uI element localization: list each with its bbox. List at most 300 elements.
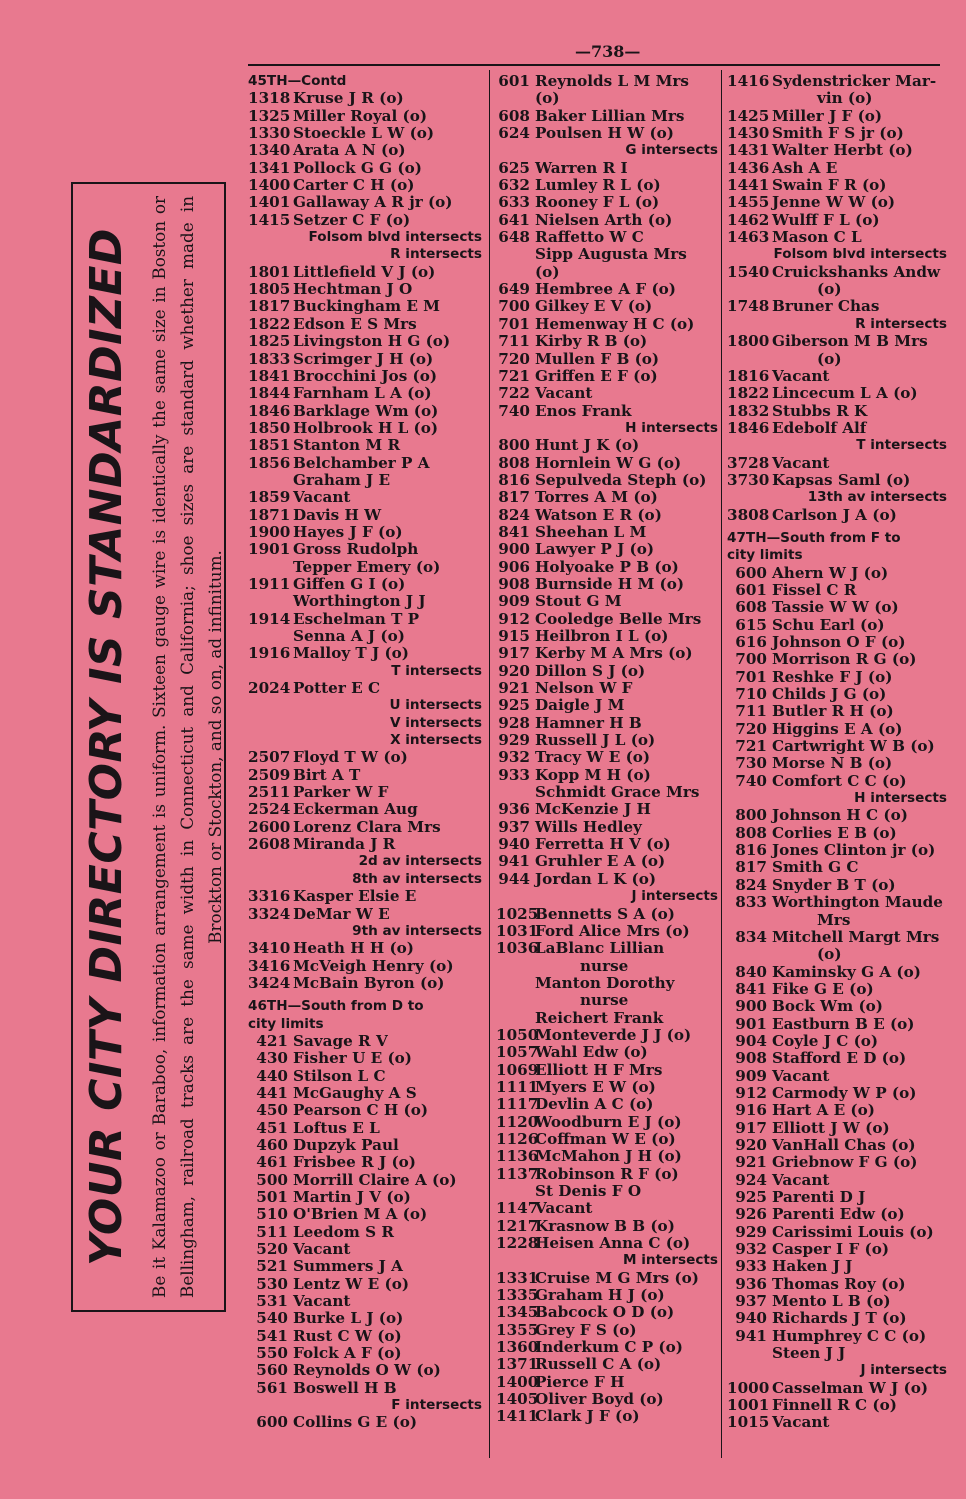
resident-name: Vacant — [293, 1292, 351, 1311]
house-number: 824 — [498, 505, 530, 524]
directory-entry — [727, 194, 947, 211]
resident-name: Robinson R F (o) — [535, 1164, 679, 1183]
resident-name: (o) — [535, 262, 560, 281]
house-number: 1832 — [727, 401, 770, 420]
house-number: 1463 — [727, 228, 770, 247]
directory-entry — [248, 1362, 482, 1379]
house-number: 932 — [735, 1240, 767, 1259]
house-number: 1425 — [727, 106, 770, 125]
resident-name: McBain Byron (o) — [293, 973, 445, 992]
resident-name: Woodburn E J (o) — [535, 1112, 682, 1131]
resident-name: Pollock G G (o) — [293, 158, 422, 177]
resident-name: Rust C W (o) — [293, 1326, 402, 1345]
directory-continuation-line — [248, 628, 482, 645]
directory-entry — [248, 819, 482, 836]
resident-name: Fike G E (o) — [772, 979, 874, 998]
resident-name: Arata A N (o) — [293, 141, 406, 160]
directory-entry — [727, 1033, 947, 1050]
street-section-heading: 46TH—South from D to — [248, 998, 424, 1015]
house-number: 1416 — [727, 72, 770, 90]
resident-name: Barklage Wm (o) — [293, 401, 439, 420]
house-number: 909 — [498, 592, 530, 611]
directory-entry — [496, 940, 718, 957]
resident-name: Casper I F (o) — [772, 1240, 890, 1259]
resident-name: Lentz W E (o) — [293, 1274, 410, 1293]
intersection-label: X intersects — [390, 732, 482, 749]
directory-entry — [727, 1068, 947, 1085]
directory-entry — [496, 1356, 718, 1373]
house-number: 1856 — [248, 453, 291, 472]
resident-name: Babcock O D (o) — [535, 1303, 675, 1322]
resident-name: Griebnow F G (o) — [772, 1153, 918, 1172]
directory-entry — [496, 351, 718, 368]
house-number: 531 — [256, 1292, 288, 1311]
directory-entry — [248, 420, 482, 437]
house-number: 1846 — [727, 418, 770, 437]
directory-entry — [248, 1050, 482, 1067]
directory-entry — [248, 1154, 482, 1171]
house-number: 3424 — [248, 973, 291, 992]
resident-name: Kaminsky G A (o) — [772, 962, 921, 981]
house-number: 936 — [735, 1274, 767, 1293]
directory-entry — [496, 333, 718, 350]
intersection-label: J intersects — [631, 888, 718, 905]
directory-entry — [496, 1304, 718, 1321]
directory-column-3 — [727, 73, 947, 1432]
house-number: 430 — [256, 1049, 288, 1068]
resident-name: Ferretta H V (o) — [535, 835, 671, 854]
resident-name: Eastburn B E (o) — [772, 1014, 915, 1033]
house-number: 1900 — [248, 522, 291, 541]
resident-name: Edson E S Mrs — [293, 314, 417, 333]
directory-entry — [248, 541, 482, 558]
resident-name: Burke L J (o) — [293, 1309, 404, 1328]
directory-entry — [496, 559, 718, 576]
house-number: 1822 — [248, 314, 291, 333]
house-number: 1001 — [727, 1396, 770, 1415]
resident-name: Ahern W J (o) — [772, 563, 889, 582]
intersection-label: G intersects — [625, 142, 718, 159]
house-number: 925 — [498, 696, 530, 715]
directory-entry — [727, 368, 947, 385]
resident-name: Mullen F B (o) — [535, 349, 660, 368]
resident-name: Richards J T (o) — [772, 1309, 907, 1328]
house-number: 521 — [256, 1257, 288, 1276]
resident-name: Hamner H B — [535, 713, 642, 732]
directory-entry — [727, 1120, 947, 1137]
directory-entry — [727, 565, 947, 582]
directory-entry — [248, 1120, 482, 1137]
directory-entry — [727, 212, 947, 229]
house-number: 937 — [735, 1292, 767, 1311]
house-number: 3316 — [248, 887, 291, 906]
resident-name: Hemenway H C (o) — [535, 314, 695, 333]
directory-entry — [496, 437, 718, 454]
directory-entry — [248, 142, 482, 159]
resident-name: Stanton M R — [293, 436, 401, 455]
directory-continuation-line — [496, 784, 718, 801]
resident-name: Tepper Emery (o) — [293, 557, 441, 576]
house-number: 740 — [498, 401, 530, 420]
directory-entry — [496, 1391, 718, 1408]
house-number: 929 — [498, 731, 530, 750]
resident-name: Enos Frank — [535, 401, 632, 420]
directory-continuation-line — [496, 958, 718, 975]
directory-column-1 — [248, 73, 482, 1432]
house-number: 928 — [498, 713, 530, 732]
directory-entry — [248, 1345, 482, 1362]
directory-entry — [248, 958, 482, 975]
directory-entry — [727, 825, 947, 842]
house-number: 940 — [735, 1309, 767, 1328]
house-number: 700 — [498, 297, 530, 316]
resident-name: Reynolds O W (o) — [293, 1361, 441, 1380]
house-number: 520 — [256, 1240, 288, 1259]
resident-name: Worthington Maude — [772, 893, 943, 912]
resident-name: (o) — [535, 89, 560, 108]
directory-entry — [248, 836, 482, 853]
resident-name: Lumley R L (o) — [535, 176, 661, 195]
directory-entry — [496, 507, 718, 524]
house-number: 3808 — [727, 505, 770, 524]
resident-name: Cruickshanks Andw — [772, 262, 941, 281]
house-number: 1844 — [248, 384, 291, 403]
directory-entry — [727, 1380, 947, 1397]
column-divider — [489, 70, 490, 1458]
resident-name: Dillon S J (o) — [535, 661, 646, 680]
directory-entry — [727, 842, 947, 859]
house-number: 711 — [498, 332, 530, 351]
resident-name: Stafford E D (o) — [772, 1049, 907, 1068]
house-number: 900 — [735, 997, 767, 1016]
directory-entry — [496, 1096, 718, 1113]
directory-entry — [496, 923, 718, 940]
directory-entry — [727, 1258, 947, 1275]
house-number: 1000 — [727, 1378, 770, 1397]
house-number: 808 — [735, 823, 767, 842]
resident-name: Pierce F H — [535, 1372, 625, 1391]
directory-entry — [727, 1414, 947, 1431]
house-number: 1841 — [248, 366, 291, 385]
resident-name: Giffen G I (o) — [293, 574, 406, 593]
intersection-label: 2d av intersects — [358, 853, 482, 870]
house-number: 1117 — [496, 1095, 539, 1114]
house-number: 908 — [498, 574, 530, 593]
resident-name: Coffman W E (o) — [535, 1129, 676, 1148]
resident-name: Lorenz Clara Mrs — [293, 817, 441, 836]
resident-name: O'Brien M A (o) — [293, 1205, 428, 1224]
resident-name: nurse — [580, 956, 629, 975]
directory-column-2 — [496, 73, 718, 1426]
house-number: 500 — [256, 1170, 288, 1189]
house-number: 1850 — [248, 418, 291, 437]
house-number: 510 — [256, 1205, 288, 1224]
house-number: 3410 — [248, 939, 291, 958]
directory-entry — [727, 1172, 947, 1189]
intersection-label: T intersects — [856, 437, 947, 454]
directory-entry — [727, 333, 947, 350]
directory-entry — [248, 507, 482, 524]
resident-name: Miller J F (o) — [772, 106, 883, 125]
resident-name: Cooledge Belle Mrs — [535, 609, 702, 628]
directory-entry — [496, 160, 718, 177]
resident-name: Parenti D J — [772, 1188, 866, 1206]
directory-entry — [496, 697, 718, 714]
house-number: 1015 — [727, 1413, 770, 1432]
directory-entry — [727, 807, 947, 824]
resident-name: Reynolds L M Mrs — [535, 72, 689, 90]
house-number: 816 — [498, 470, 530, 489]
resident-name: Russell C A (o) — [535, 1355, 662, 1374]
directory-entry — [496, 732, 718, 749]
resident-name: Clark J F (o) — [535, 1407, 640, 1426]
directory-entry — [248, 351, 482, 368]
resident-name: Heath H H (o) — [293, 939, 414, 958]
resident-name: Vacant — [772, 453, 830, 472]
house-number: 601 — [498, 72, 530, 90]
resident-name: Kerby M A Mrs (o) — [535, 644, 693, 663]
house-number: 1355 — [496, 1320, 539, 1339]
directory-entry — [496, 73, 718, 90]
resident-name: Pearson C H (o) — [293, 1101, 429, 1120]
directory-entry — [727, 721, 947, 738]
directory-entry — [248, 1293, 482, 1310]
house-number: 721 — [735, 737, 767, 756]
house-number: 2608 — [248, 835, 291, 854]
house-number: 648 — [498, 228, 530, 247]
house-number: 932 — [498, 748, 530, 767]
house-number: 700 — [735, 650, 767, 669]
directory-entry — [248, 1414, 482, 1431]
house-number: 1911 — [248, 574, 291, 593]
house-number: 1415 — [248, 210, 291, 229]
directory-continuation-line — [727, 1345, 947, 1362]
resident-name: Carmody W P (o) — [772, 1083, 917, 1102]
resident-name: Brocchini Jos (o) — [293, 366, 438, 385]
street-section-heading: city limits — [727, 547, 803, 564]
directory-entry — [496, 177, 718, 194]
resident-name: Carter C H (o) — [293, 176, 415, 195]
directory-entry — [496, 1044, 718, 1061]
resident-name: Kapsas Saml (o) — [772, 470, 911, 489]
intersection-label: R intersects — [390, 246, 482, 263]
resident-name: Vacant — [535, 1199, 593, 1218]
resident-name: Setzer C F (o) — [293, 210, 411, 229]
resident-name: Griffen E F (o) — [535, 366, 658, 385]
house-number: 925 — [735, 1188, 767, 1206]
directory-entry — [248, 975, 482, 992]
house-number: 816 — [735, 841, 767, 860]
directory-entry — [496, 1166, 718, 1183]
house-number: 608 — [498, 106, 530, 125]
house-number: 1411 — [496, 1407, 539, 1426]
directory-entry — [496, 1148, 718, 1165]
directory-entry — [727, 1224, 947, 1241]
directory-entry — [248, 1276, 482, 1293]
house-number: 1859 — [248, 488, 291, 507]
house-number: 1069 — [496, 1060, 539, 1079]
directory-continuation-line — [248, 593, 482, 610]
intersection-label: H intersects — [625, 419, 718, 436]
resident-name: Savage R V — [293, 1031, 388, 1050]
resident-name: Worthington J J — [293, 592, 426, 611]
resident-name: Tracy W E (o) — [535, 748, 651, 767]
page-number: —738— — [575, 42, 641, 61]
resident-name: Nielsen Arth (o) — [535, 210, 673, 229]
resident-name: Coyle J C (o) — [772, 1031, 879, 1050]
directory-entry — [727, 599, 947, 616]
house-number: 600 — [735, 563, 767, 582]
directory-entry — [248, 1102, 482, 1119]
directory-entry — [248, 1085, 482, 1102]
house-number: 1846 — [248, 401, 291, 420]
directory-continuation-line — [727, 351, 947, 368]
resident-name: Sydenstricker Mar- — [772, 72, 937, 90]
house-number: 441 — [256, 1083, 288, 1102]
resident-name: Hart A E (o) — [772, 1101, 875, 1120]
house-number: 941 — [735, 1326, 767, 1345]
resident-name: Senna A J (o) — [293, 627, 405, 645]
house-number: 933 — [498, 765, 530, 784]
directory-entry — [248, 298, 482, 315]
directory-continuation-line — [496, 1010, 718, 1027]
resident-name: Hembree A F (o) — [535, 280, 676, 299]
directory-entry — [727, 894, 947, 911]
directory-entry — [248, 403, 482, 420]
house-number: 926 — [735, 1205, 767, 1224]
house-number: 649 — [498, 280, 530, 299]
directory-entry — [496, 680, 718, 697]
directory-entry — [248, 160, 482, 177]
resident-name: Sheehan L M — [535, 522, 647, 541]
directory-entry — [496, 871, 718, 888]
directory-entry — [496, 1408, 718, 1425]
resident-name: Morse N B (o) — [772, 754, 893, 773]
directory-entry — [496, 524, 718, 541]
house-number: 721 — [498, 366, 530, 385]
intersection-label: T intersects — [391, 662, 482, 679]
resident-name: Livingston H G (o) — [293, 332, 451, 351]
resident-name: Wahl Edw (o) — [535, 1043, 648, 1062]
resident-name: Smith F S jr (o) — [772, 124, 904, 143]
resident-name: Childs J G (o) — [772, 685, 887, 704]
directory-entry — [496, 541, 718, 558]
directory-entry — [248, 108, 482, 125]
resident-name: Sepulveda Steph (o) — [535, 470, 707, 489]
directory-continuation-line — [496, 975, 718, 992]
directory-entry — [496, 801, 718, 818]
resident-name: Vacant — [293, 1240, 351, 1259]
directory-entry — [727, 617, 947, 634]
directory-entry — [727, 964, 947, 981]
resident-name: Torres A M (o) — [535, 488, 658, 507]
resident-name: Eckerman Aug — [293, 800, 418, 819]
directory-continuation-line — [727, 90, 947, 107]
directory-entry — [727, 1050, 947, 1067]
resident-name: Snyder B T (o) — [772, 875, 896, 894]
house-number: 1031 — [496, 921, 539, 940]
resident-name: vin (o) — [817, 89, 873, 108]
house-number: 451 — [256, 1118, 288, 1137]
resident-name: Monteverde J J (o) — [535, 1025, 692, 1044]
directory-entry — [496, 194, 718, 211]
intersection-label: 13th av intersects — [807, 489, 947, 506]
house-number: 912 — [498, 609, 530, 628]
resident-name: Fissel C R — [772, 580, 857, 599]
directory-entry — [248, 576, 482, 593]
directory-entry — [496, 645, 718, 662]
directory-entry — [248, 1206, 482, 1223]
house-number: 904 — [735, 1031, 767, 1050]
directory-entry — [248, 385, 482, 402]
house-number: 550 — [256, 1344, 288, 1363]
house-number: 920 — [735, 1135, 767, 1154]
directory-continuation-line — [496, 90, 718, 107]
directory-entry — [496, 1287, 718, 1304]
house-number: 1816 — [727, 366, 770, 385]
house-number: 1441 — [727, 176, 770, 195]
house-number: 641 — [498, 210, 530, 229]
house-number: 1430 — [727, 124, 770, 143]
house-number: 1217 — [496, 1216, 539, 1235]
resident-name: Jordan L K (o) — [535, 869, 657, 888]
resident-name: Poulsen H W (o) — [535, 124, 674, 143]
directory-entry — [727, 108, 947, 125]
resident-name: Gross Rudolph — [293, 540, 419, 559]
directory-entry — [248, 767, 482, 784]
resident-name: nurse — [580, 991, 629, 1010]
directory-entry — [496, 125, 718, 142]
directory-entry — [248, 888, 482, 905]
house-number: 817 — [735, 858, 767, 877]
house-number: 1330 — [248, 124, 291, 143]
resident-name: Parenti Edw (o) — [772, 1205, 905, 1224]
street-section-heading: 45TH—Contd — [248, 73, 347, 89]
directory-entry — [248, 1068, 482, 1085]
resident-name: Buckingham E M — [293, 297, 440, 316]
house-number: 701 — [735, 667, 767, 686]
resident-name: Manton Dorothy — [535, 973, 675, 992]
resident-name: Hunt J K (o) — [535, 436, 640, 455]
house-number: 906 — [498, 557, 530, 576]
resident-name: Parker W F — [293, 783, 389, 802]
directory-entry — [727, 472, 947, 489]
directory-entry — [248, 940, 482, 957]
directory-entry — [248, 1224, 482, 1241]
directory-entry — [496, 1270, 718, 1287]
resident-name: Ford Alice Mrs (o) — [535, 921, 690, 940]
resident-name: Rooney F L (o) — [535, 193, 660, 212]
directory-entry — [727, 125, 947, 142]
directory-entry — [496, 767, 718, 784]
resident-name: Bock Wm (o) — [772, 997, 883, 1016]
resident-name: Malloy T J (o) — [293, 644, 409, 663]
directory-continuation-line — [496, 1183, 718, 1200]
directory-entry — [496, 298, 718, 315]
house-number: 824 — [735, 875, 767, 894]
house-number: 601 — [735, 580, 767, 599]
directory-entry — [248, 1241, 482, 1258]
resident-name: Hechtman J O — [293, 280, 413, 299]
directory-entry — [727, 981, 947, 998]
resident-name: Kruse J R (o) — [293, 89, 404, 108]
house-number: 1436 — [727, 158, 770, 177]
resident-name: Burnside H M (o) — [535, 574, 685, 593]
house-number: 1400 — [248, 176, 291, 195]
resident-name: Nelson W F — [535, 679, 633, 698]
intersection-label: Folsom blvd intersects — [773, 246, 947, 263]
directory-entry — [727, 651, 947, 668]
